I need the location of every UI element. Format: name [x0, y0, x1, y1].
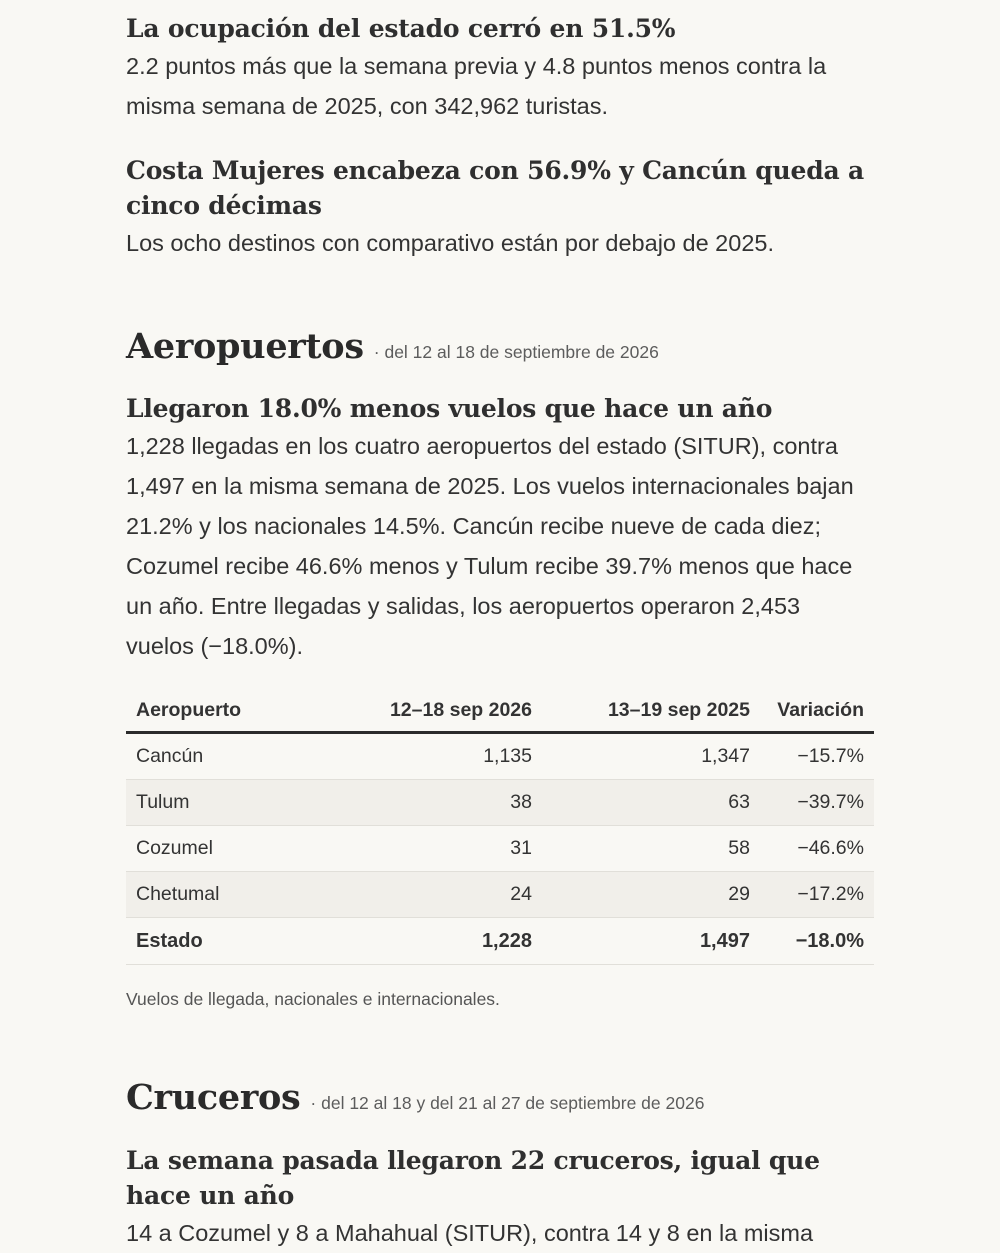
- table-cell: −17.2%: [760, 872, 874, 918]
- ocupacion-heading: La ocupación del estado cerró en 51.5%: [126, 14, 676, 43]
- table-cell: 1,497: [542, 918, 760, 965]
- aeropuertos-section-header: [126, 325, 874, 369]
- table-cell: −46.6%: [760, 826, 874, 872]
- table-cell: 58: [542, 826, 760, 872]
- table-row: [126, 826, 874, 872]
- table-header-row: [126, 690, 874, 733]
- destinos-block: [126, 153, 874, 263]
- cruceros-text: 14 a Cozumel y 8 a Mahahual (SITUR), contra 14 y 8 en la misma: [126, 1220, 814, 1246]
- ocupacion-text: 2.2 puntos más que la semana previa y 4.8 puntos menos contra la misma semana de 2025, con 342,962 turistas.: [126, 53, 827, 119]
- table-cell: 31: [326, 826, 542, 872]
- cruceros-dateline: · del 12 al 18 y del 21 al 27 de septiembre de 2026: [310, 1093, 705, 1113]
- table-note-wrap: [126, 989, 874, 1010]
- table-cell: −18.0%: [760, 918, 874, 965]
- table-cell: 38: [326, 780, 542, 826]
- column-header: Aeropuerto: [126, 690, 326, 733]
- aeropuertos-table: [126, 690, 874, 965]
- cruceros-heading: La semana pasada llegaron 22 cruceros, igual que hace un año: [126, 1146, 820, 1210]
- table-cell: −39.7%: [760, 780, 874, 826]
- ocupacion-block: [126, 11, 874, 126]
- table-cell: 29: [542, 872, 760, 918]
- aeropuertos-title: Aeropuertos: [126, 326, 364, 367]
- table-cell: Tulum: [126, 780, 326, 826]
- aeropuertos-dateline: · del 12 al 18 de septiembre de 2026: [373, 342, 659, 362]
- aeropuertos-block: [126, 391, 874, 666]
- destinos-text: Los ocho destinos con comparativo están por debajo de 2025.: [126, 230, 774, 256]
- aeropuertos-text: 1,228 llegadas en los cuatro aeropuertos del estado (SITUR), contra 1,497 en la misma semana de 2025. Los vuelos internacionales bajan 21.2% y los nacionales 14.5%. Cancún recibe nueve de cada diez; Cozumel recibe 46.6% menos y Tulum recibe 39.7% menos que hace un año. Entre llegadas y salidas, los aeropuertos operaron 2,453 vuelos (−18.0%).: [126, 433, 854, 659]
- cruceros-section-header: [126, 1076, 874, 1120]
- destinos-heading: Costa Mujeres encabeza con 56.9% y Cancún queda a cinco décimas: [126, 156, 864, 220]
- table-cell: Cozumel: [126, 826, 326, 872]
- cruceros-block: [126, 1143, 874, 1253]
- column-header: 12–18 sep 2026: [326, 690, 542, 733]
- table-row: [126, 872, 874, 918]
- column-header: Variación: [760, 690, 874, 733]
- table-row: [126, 780, 874, 826]
- table-cell: Chetumal: [126, 872, 326, 918]
- table-cell: 1,347: [542, 733, 760, 780]
- aeropuertos-table-wrap: [126, 690, 874, 965]
- table-cell: Cancún: [126, 733, 326, 780]
- table-cell: 1,228: [326, 918, 542, 965]
- table-cell: 24: [326, 872, 542, 918]
- aeropuertos-heading: Llegaron 18.0% menos vuelos que hace un año: [126, 394, 773, 423]
- table-cell: 1,135: [326, 733, 542, 780]
- table-note: Vuelos de llegada, nacionales e internacionales.: [126, 989, 500, 1009]
- table-row: [126, 733, 874, 780]
- cruceros-title: Cruceros: [126, 1077, 301, 1118]
- table-cell: −15.7%: [760, 733, 874, 780]
- column-header: 13–19 sep 2025: [542, 690, 760, 733]
- table-cell: Estado: [126, 918, 326, 965]
- table-total-row: [126, 918, 874, 965]
- table-cell: 63: [542, 780, 760, 826]
